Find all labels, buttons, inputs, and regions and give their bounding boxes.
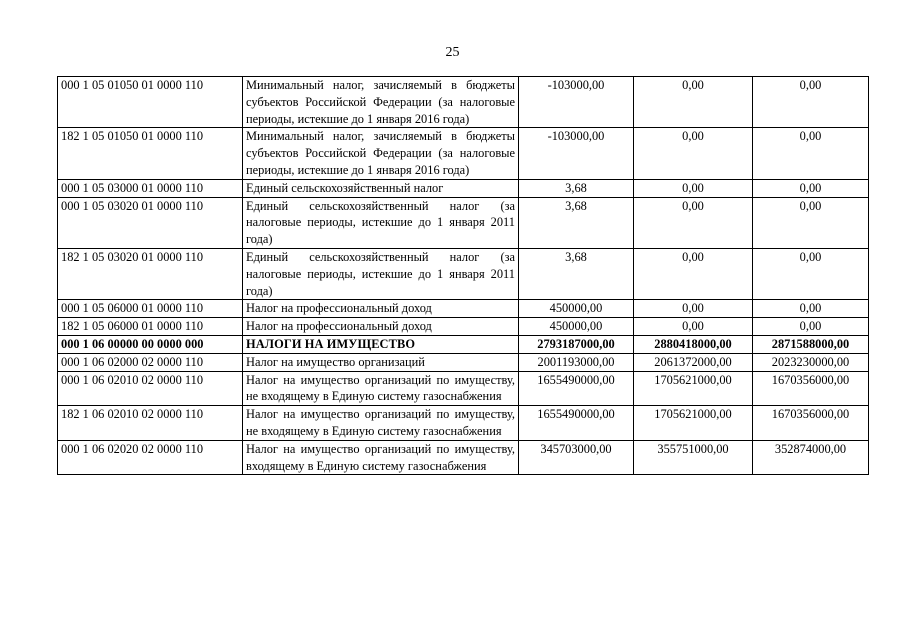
income-name-cell: Налог на имущество организаций [243, 353, 519, 371]
budget-code-cell: 182 1 05 06000 01 0000 110 [58, 318, 243, 336]
amount-cell-2: 0,00 [634, 248, 753, 299]
income-name-cell: Налог на имущество организаций по имуществу, не входящему в Единую систему газоснабжения [243, 371, 519, 406]
amount-cell-2: 2880418000,00 [634, 335, 753, 353]
income-name-cell: Единый сельскохозяйственный налог (за налоговые периоды, истекшие до 1 января 2011 года) [243, 248, 519, 299]
amount-cell-1: 3,68 [519, 179, 634, 197]
table-row [58, 371, 869, 406]
amount-cell-1: 450000,00 [519, 318, 634, 336]
amount-cell-1: 2001193000,00 [519, 353, 634, 371]
amount-cell-3: 0,00 [753, 179, 869, 197]
budget-code-cell: 000 1 06 02020 02 0000 110 [58, 440, 243, 475]
amount-cell-3: 1670356000,00 [753, 371, 869, 406]
income-name-cell: Налог на профессиональный доход [243, 300, 519, 318]
amount-cell-2: 355751000,00 [634, 440, 753, 475]
income-name-cell: Единый сельскохозяйственный налог [243, 179, 519, 197]
amount-cell-3: 0,00 [753, 300, 869, 318]
amount-cell-3: 2023230000,00 [753, 353, 869, 371]
page-number: 25 [445, 45, 460, 60]
amount-cell-1: -103000,00 [519, 128, 634, 179]
amount-cell-2: 0,00 [634, 300, 753, 318]
amount-cell-3: 0,00 [753, 77, 869, 128]
amount-cell-3: 0,00 [753, 248, 869, 299]
amount-cell-1: 345703000,00 [519, 440, 634, 475]
amount-cell-1: 1655490000,00 [519, 371, 634, 406]
amount-cell-2: 0,00 [634, 128, 753, 179]
table-row [58, 77, 869, 128]
table-row [58, 353, 869, 371]
amount-cell-2: 0,00 [634, 318, 753, 336]
income-name-cell: Налог на профессиональный доход [243, 318, 519, 336]
budget-code-cell: 000 1 05 03000 01 0000 110 [58, 179, 243, 197]
amount-cell-2: 1705621000,00 [634, 406, 753, 441]
amount-cell-1: 2793187000,00 [519, 335, 634, 353]
amount-cell-2: 2061372000,00 [634, 353, 753, 371]
income-name-cell: НАЛОГИ НА ИМУЩЕСТВО [243, 335, 519, 353]
table-row [58, 248, 869, 299]
income-name-cell: Налог на имущество организаций по имуществу, не входящему в Единую систему газоснабжения [243, 406, 519, 441]
budget-code-cell: 000 1 05 06000 01 0000 110 [58, 300, 243, 318]
amount-cell-1: 3,68 [519, 248, 634, 299]
income-name-cell: Единый сельскохозяйственный налог (за налоговые периоды, истекшие до 1 января 2011 года) [243, 197, 519, 248]
table-row [58, 179, 869, 197]
income-name-cell: Налог на имущество организаций по имуществу, входящему в Единую систему газоснабжения [243, 440, 519, 475]
budget-code-cell: 182 1 05 01050 01 0000 110 [58, 128, 243, 179]
table-row [58, 128, 869, 179]
amount-cell-2: 0,00 [634, 77, 753, 128]
table-row [58, 197, 869, 248]
budget-code-cell: 000 1 05 01050 01 0000 110 [58, 77, 243, 128]
amount-cell-3: 0,00 [753, 197, 869, 248]
table-row [58, 440, 869, 475]
amount-cell-3: 2871588000,00 [753, 335, 869, 353]
budget-code-cell: 000 1 05 03020 01 0000 110 [58, 197, 243, 248]
budget-code-cell: 000 1 06 02010 02 0000 110 [58, 371, 243, 406]
amount-cell-1: 450000,00 [519, 300, 634, 318]
table-row [58, 300, 869, 318]
amount-cell-3: 1670356000,00 [753, 406, 869, 441]
income-name-cell: Минимальный налог, зачисляемый в бюджеты субъектов Российской Федерации (за налоговые периоды, истекшие до 1 января 2016 года) [243, 77, 519, 128]
budget-code-cell: 182 1 06 02010 02 0000 110 [58, 406, 243, 441]
amount-cell-1: -103000,00 [519, 77, 634, 128]
budget-code-cell: 182 1 05 03020 01 0000 110 [58, 248, 243, 299]
amount-cell-2: 1705621000,00 [634, 371, 753, 406]
amount-cell-2: 0,00 [634, 179, 753, 197]
amount-cell-3: 352874000,00 [753, 440, 869, 475]
budget-code-cell: 000 1 06 02000 02 0000 110 [58, 353, 243, 371]
table-row [58, 406, 869, 441]
table-row [58, 318, 869, 336]
amount-cell-1: 1655490000,00 [519, 406, 634, 441]
budget-table [57, 76, 869, 475]
budget-code-cell: 000 1 06 00000 00 0000 000 [58, 335, 243, 353]
amount-cell-3: 0,00 [753, 128, 869, 179]
table-row-total [58, 335, 869, 353]
amount-cell-2: 0,00 [634, 197, 753, 248]
amount-cell-3: 0,00 [753, 318, 869, 336]
income-name-cell: Минимальный налог, зачисляемый в бюджеты субъектов Российской Федерации (за налоговые периоды, истекшие до 1 января 2016 года) [243, 128, 519, 179]
amount-cell-1: 3,68 [519, 197, 634, 248]
